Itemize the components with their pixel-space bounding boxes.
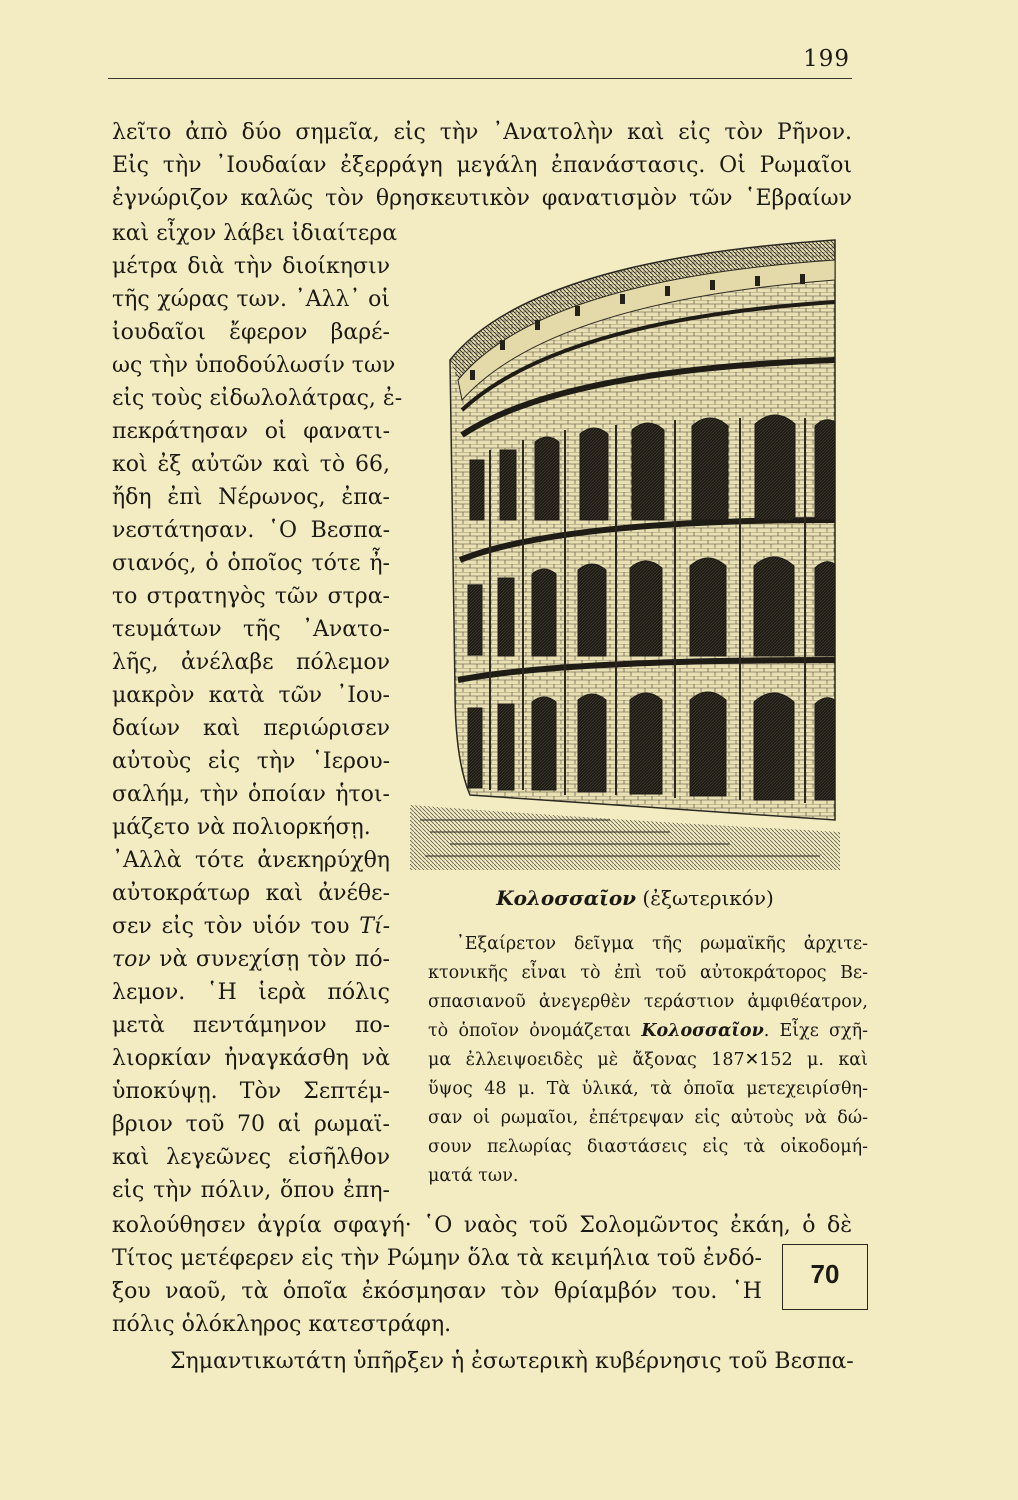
- text-line: πεκράτησαν οἱ φανατι-: [112, 419, 390, 444]
- caption-line: κτονικῆς εἶναι τὸ ἐπὶ τοῦ αὐτοκράτορος Βε-: [428, 963, 868, 983]
- text-line: καὶ εἶχον λάβει ἰδιαίτερα: [112, 221, 398, 246]
- caption-span: τὸ ὁποῖον ὀνομάζεται: [428, 1021, 632, 1041]
- text-line: [112, 912, 390, 942]
- text-line: σιανός, ὁ ὁποῖος τότε ἦ-: [112, 551, 390, 576]
- caption-line: σαν οἱ ρωμαῖοι, ἐπέτρεψαν εἰς αὐτοὺς νὰ δώ-: [428, 1108, 868, 1128]
- text-line: πόλις ὁλόκληρος κατεστράφη.: [112, 1312, 452, 1337]
- text-line: μακρὸν κατὰ τῶν ᾿Ιου-: [112, 683, 390, 708]
- caption-bold-term: Κολοσσαῖον: [641, 1021, 764, 1041]
- figure-title-rest: (ἐξωτερικόν): [642, 886, 774, 910]
- text-line: βριον τοῦ 70 αἱ ρωμαϊ-: [112, 1112, 390, 1137]
- figure-title-bold: Κολοσσαῖον: [496, 886, 637, 910]
- text-line: λεμον. ῾Η ἱερὰ πόλις: [112, 980, 390, 1005]
- caption-line: ματά των.: [428, 1166, 519, 1186]
- text-line: νεστάτησαν. ῾Ο Βεσπα-: [112, 518, 390, 543]
- text-line: ὑποκύψῃ. Τὸν Σεπτέμ-: [112, 1079, 390, 1104]
- text-line: ἤδη ἐπὶ Νέρωνος, ἐπα-: [112, 485, 390, 510]
- text-line: μέτρα διὰ τὴν διοίκησιν: [112, 254, 390, 279]
- text-line: ᾿Αλλὰ τότε ἀνεκηρύχθη: [112, 848, 390, 873]
- caption-line: σουν πελωρίας διαστάσεις εἰς τὰ οἰκοδομή-: [428, 1137, 868, 1157]
- text-line: λιορκίαν ἠναγκάσθη νὰ: [112, 1046, 390, 1071]
- text-line: Εἰς τὴν ᾿Ιουδαίαν ἐξερράγη μεγάλη ἐπανάστασις. Οἱ Ρωμαῖοι: [112, 153, 852, 178]
- text-line: το στρατηγὸς τῶν στρα-: [112, 584, 390, 609]
- text-line: δαίων καὶ περιώρισεν: [112, 716, 390, 741]
- text-line: τῆς χώρας των. ᾿Αλλ᾿ οἱ: [112, 287, 390, 312]
- figure-title: [400, 886, 870, 910]
- titus-name-italic: Τί-: [359, 914, 390, 939]
- caption-line: ᾿Εξαίρετον δεῖγμα τῆς ρωμαϊκῆς ἀρχιτε-: [456, 934, 868, 954]
- caption-line: μα ἐλλειψοειδὲς μὲ ἄξονας 187✕152 μ. καὶ: [428, 1050, 868, 1070]
- text-line: καὶ λεγεῶνες εἰσῆλθον: [112, 1145, 390, 1170]
- text-line: λεῖτο ἀπὸ δύο σημεῖα, εἰς τὴν ᾿Ανατολὴν καὶ εἰς τὸν Ρῆνον.: [112, 120, 852, 145]
- text-line: τευμάτων τῆς ᾿Ανατο-: [112, 617, 390, 642]
- text-line: λῆς, ἀνέλαβε πόλεμον: [112, 650, 390, 675]
- page-number: 199: [803, 46, 850, 72]
- titus-name-italic: τον: [112, 947, 151, 972]
- text-line: εἰς τὴν πόλιν, ὅπου ἐπη-: [112, 1178, 390, 1203]
- text-line: κοὶ ἐξ αὐτῶν καὶ τὸ 66,: [112, 452, 390, 477]
- text-line: ἰουδαῖοι ἔφερον βαρέ-: [112, 320, 390, 345]
- text-line: αὐτοκράτωρ καὶ ἀνέθε-: [112, 881, 390, 906]
- caption-span: . Εἶχε σχῆ-: [763, 1021, 868, 1041]
- text-line: Σημαντικωτάτη ὑπῆρξεν ἡ ἐσωτερικὴ κυβέρνησις τοῦ Βεσπα-: [170, 1349, 854, 1374]
- header-rule: [108, 78, 852, 79]
- text-line: μάζετο νὰ πολιορκήσῃ.: [112, 815, 371, 840]
- caption-line: [428, 1017, 868, 1046]
- text-line: Τίτος μετέφερεν εἰς τὴν Ρώμην ὅλα τὰ κειμήλια τοῦ ἐνδό-: [112, 1246, 762, 1271]
- text-line: κολούθησεν ἀγρία σφαγή· ῾Ο ναὸς τοῦ Σολομῶντος ἐκάη, ὁ δὲ: [112, 1213, 852, 1238]
- text-line: σαλήμ, τὴν ὁποίαν ἡτοι-: [112, 782, 390, 807]
- caption-line: ὕψος 48 μ. Τὰ ὑλικά, τὰ ὁποῖα μετεχειρίσθη-: [428, 1079, 868, 1099]
- caption-line: σπασιανοῦ ἀνεγερθὲν τεράστιον ἀμφιθέατρον,: [428, 992, 868, 1012]
- text-line: ξου ναοῦ, τὰ ὁποῖα ἐκόσμησαν τὸν θρίαμβόν του. ῾Η: [112, 1279, 762, 1304]
- text-line: ως τὴν ὑποδούλωσίν των: [112, 353, 396, 378]
- text-span: νὰ συνεχίσῃ τὸν πό-: [159, 947, 390, 972]
- margin-note-box: [782, 1244, 868, 1310]
- text-span: σεν εἰς τὸν υἱόν του: [112, 914, 350, 939]
- colosseum-engraving: [410, 220, 840, 870]
- text-line: ἐγνώριζον καλῶς τὸν θρησκευτικὸν φανατισμὸν τῶν ῾Εβραίων: [112, 186, 852, 211]
- text-line: αὐτοὺς εἰς τὴν ῾Ιερου-: [112, 749, 390, 774]
- text-line: μετὰ πεντάμηνον πο-: [112, 1013, 390, 1038]
- text-line: εἰς τοὺς εἰδωλολάτρας, ἐ-: [112, 386, 403, 411]
- text-line: [112, 945, 390, 975]
- margin-note-number: 70: [810, 1259, 840, 1289]
